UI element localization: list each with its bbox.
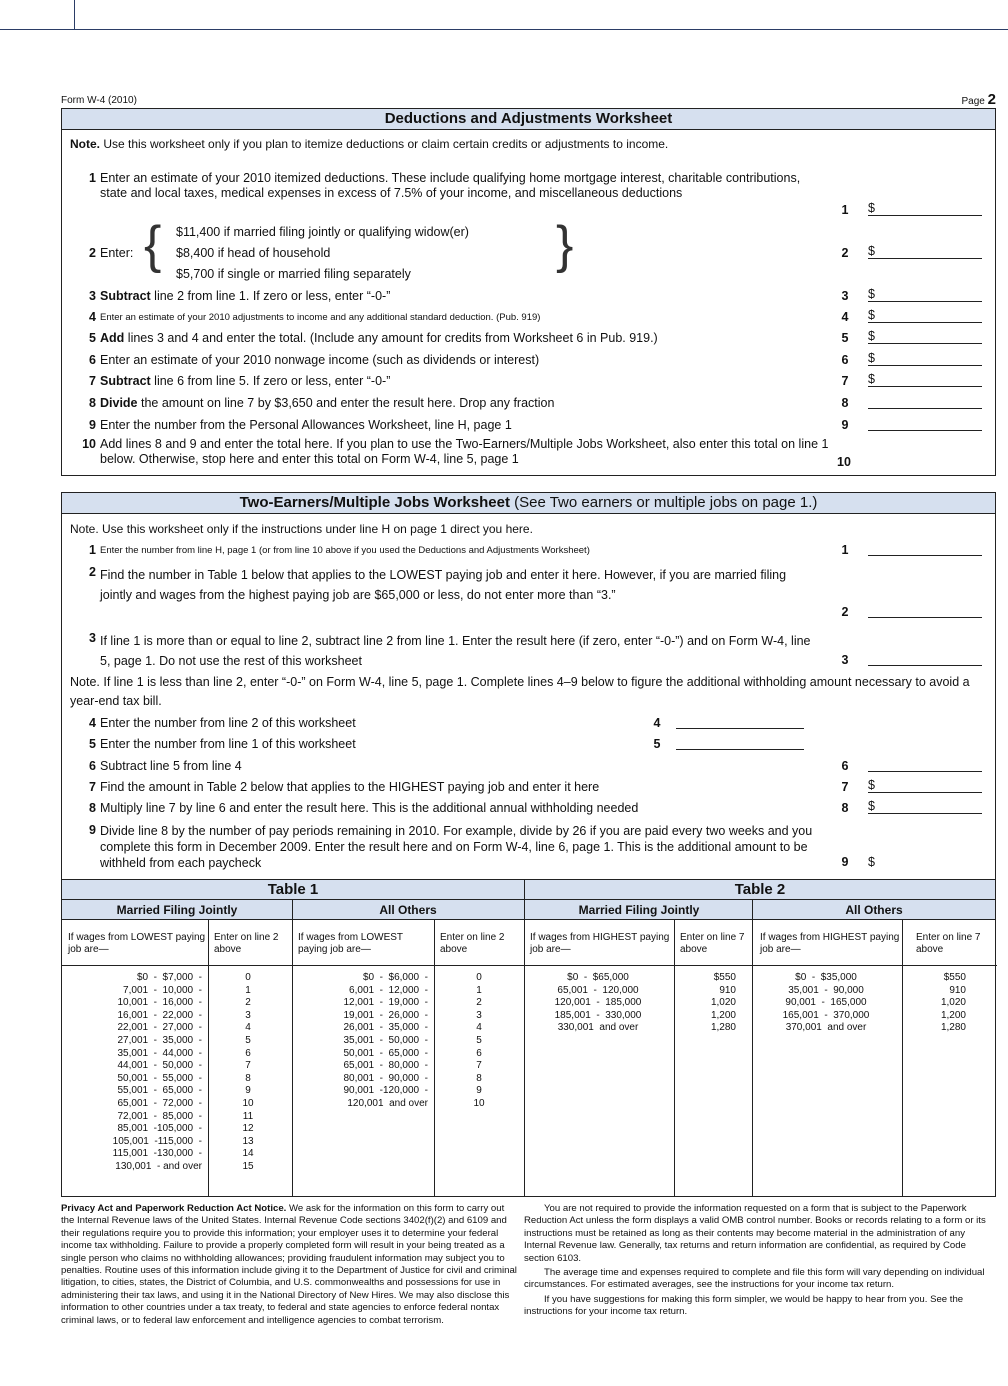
t1-mfj-enter-header: Enter on line 2 above: [214, 932, 279, 955]
privacy-notice-left: Privacy Act and Paperwork Reduction Act Notice. We ask for the information on this form to carry out the Internal Revenue laws of the United States. Internal Revenue Code sections 3402(f)(2) and 6109 and their regulations require you to provide this information; your employer uses it to determine your federal income tax withholding. Failure to provide a properly completed form will result in your being treated as a single person who claims no withholding allowances; providing fraudulent information may subject you to penalties. Routine uses of this information include giving it to the Department of Justice for civil and criminal litigation, to cities, states, the District of Columbia, and U.S. commonwealths and possessions for use in administering their tax laws, and using it in the National Directory of New Hires. We may also disclose this information to other countries under a tax treaty, to federal and state agencies to enforce federal nontax criminal laws, or to federal law enforcement and intelligence agencies to combat terrorism.: [61, 1203, 517, 1326]
enter-option-mfj: $11,400 if married filing jointly or qualifying widow(er): [176, 225, 469, 239]
t2-mfj-wage-header: If wages from HIGHEST paying job are—: [530, 932, 670, 955]
t2-mfj-enter-header: Enter on line 7 above: [680, 932, 745, 955]
t2-oth-wage-header: If wages from HIGHEST paying job are—: [760, 932, 900, 955]
t1-mfj-wages: $0 - $7,000 - 7,001 - 10,000 - 10,001 - 16,000 - 16,001 - 22,000 - 22,001 - 27,000 - 27,001 - 35,000 - 35,001 - 44,000 - 44,001 - 50,000 - 50,001 - 55,000 - 55,001 - 65,000 - 65,001 - 72,000 - 72,001 - 85,000 - 85,001 -105,000 - 105,001 -115,000 - 115,001 -130,000 - 130,001 - and over: [112, 972, 202, 1172]
withholding-tables: [61, 879, 996, 1197]
left-brace: {: [144, 216, 162, 274]
ws1-amount-5[interactable]: $: [868, 329, 982, 344]
table-1-title: Table 1: [62, 880, 524, 900]
ws1-amount-6[interactable]: $: [868, 351, 982, 366]
t2-oth-enter: $550 910 1,020 1,200 1,280: [940, 972, 966, 1034]
t2-mfj-enter: $550 910 1,020 1,200 1,280: [710, 972, 736, 1034]
table-divider: [524, 880, 525, 1196]
ws2-amount-8[interactable]: $: [868, 799, 982, 814]
t2-mfj-wages: $0 - $65,000 65,001 - 120,000 120,001 - 185,000 185,001 - 330,000 330,001 and over: [554, 972, 642, 1034]
enter-option-single: $5,700 if single or married filing separately: [176, 267, 411, 281]
privacy-para-2: The average time and expenses required to complete and file this form will vary depending on individual circumstances. For estimated averages, see the instructions for your income tax return.: [524, 1267, 985, 1291]
page-label: Page 2: [961, 91, 996, 108]
ws2-amount-4[interactable]: [676, 714, 804, 729]
table-1-others-title: All Others: [292, 900, 524, 920]
ws1-amount-8[interactable]: [868, 394, 982, 409]
t1-oth-wage-header: If wages from LOWEST paying job are—: [298, 932, 403, 955]
ws1-note: Note. Use this worksheet only if you plan to itemize deductions or claim certain credits or adjustments to income.: [70, 137, 669, 151]
privacy-para-1: You are not required to provide the information requested on a form that is subject to the Paperwork Reduction Act unless the form displays a valid OMB control number. Books or records relating to a form or its instructions must be retained as long as their contents may become material in the administration of any Internal Revenue law. Generally, tax returns and return information are confidential, as required by Code section 6103.: [524, 1203, 986, 1264]
two-earners-title: Two-Earners/Multiple Jobs Worksheet (See Two earners or multiple jobs on page 1.): [62, 493, 995, 514]
table-1-divider: [292, 900, 293, 1196]
t2-oth-enter-header: Enter on line 7 above: [916, 932, 981, 955]
right-brace: }: [556, 216, 574, 274]
table-2-mfj-title: Married Filing Jointly: [525, 900, 753, 920]
table-1-mfj-title: Married Filing Jointly: [62, 900, 292, 920]
page-number: 2: [987, 91, 996, 108]
form-header: [61, 90, 996, 108]
ws2-amount-6[interactable]: [868, 757, 982, 772]
t1-mfj-wage-header: If wages from LOWEST paying job are—: [68, 932, 206, 955]
form-label: Form W-4 (2010): [61, 95, 137, 106]
page-top-rule: [0, 0, 1008, 30]
deductions-worksheet-title: Deductions and Adjustments Worksheet: [62, 109, 995, 130]
table-2-divider: [752, 900, 753, 1196]
ws1-amount-7[interactable]: $: [868, 372, 982, 387]
ws1-amount-9[interactable]: [868, 416, 982, 431]
margin-notch: [74, 0, 75, 30]
ws1-amount-2[interactable]: $: [868, 244, 982, 259]
ws2-amount-3[interactable]: [868, 651, 982, 666]
privacy-para-3: If you have suggestions for making this form simpler, we would be happy to hear from you. See the instructions for your income tax return.: [524, 1293, 964, 1318]
t1-oth-wages: $0 - $6,000 - 6,001 - 12,000 - 12,001 - 19,000 - 19,001 - 26,000 - 26,001 - 35,000 - 35,001 - 50,000 - 50,001 - 65,000 - 65,001 - 80,000 - 80,001 - 90,000 - 90,001 -120,000 - 120,001 and over: [343, 972, 428, 1109]
t1-mfj-enter: 0 1 2 3 4 5 6 7 8 9 10 11 12 13 14 15: [242, 972, 254, 1172]
privacy-notice-right: [524, 1203, 994, 1319]
ws1-amount-3[interactable]: $: [868, 287, 982, 302]
table-2-others-title: All Others: [753, 900, 995, 920]
table-2-mfj-col-divider: [674, 920, 675, 1196]
ws1-amount-1[interactable]: $: [868, 201, 982, 216]
ws2-amount-1[interactable]: [868, 541, 982, 556]
ws2-amount-2[interactable]: [868, 603, 982, 618]
table-2-oth-col-divider: [902, 920, 903, 1196]
ws2-note: Note. Use this worksheet only if the instructions under line H on page 1 direct you here.: [70, 522, 533, 536]
enter-option-hoh: $8,400 if head of household: [176, 246, 331, 260]
t1-oth-enter-header: Enter on line 2 above: [440, 932, 505, 955]
t1-oth-enter: 0 1 2 3 4 5 6 7 8 9 10: [473, 972, 485, 1109]
table-header-rule: [62, 965, 997, 966]
ws2-amount-5[interactable]: [676, 735, 804, 750]
table-2-title: Table 2: [525, 880, 995, 900]
t2-oth-wages: $0 - $35,000 35,001 - 90,000 90,001 - 165,000 165,001 - 370,000 370,001 and over: [782, 972, 870, 1034]
ws1-amount-4[interactable]: $: [868, 308, 982, 323]
deductions-worksheet: Deductions and Adjustments Worksheet Note. Use this worksheet only if you plan to itemize deductions or claim certain credits or adjustments to income. 1 Enter an estimate of your 2010 itemized deductions. These include qualifying home mortgage interest, charitable contributions, state and local taxes, medical expenses in excess of 7.5% of your income, and miscellaneous deductions 1 $ 2 Enter: { $11,400 if married filing jointly or qualifying widow(er) $8,400 if head of household $5,700 if single or married filing separately } 2 $ 3 Subtract line 2 from line 1. If zero or less, enter “-0-” 3 $ 4 Enter an estimate of your 2010 adjustments to income and any additional standard deduction. (Pub. 919) 4 $ 5 Add lines 3 and 4 and enter the total. (Include any amount for credits from Worksheet 6 in Pub. 919.) 5 $ 6 Enter an estimate of your 2010 nonwage income (such as dividends or interest) 6 $ 7 Subtract line 6 from line 5. If zero or less, enter “-0-” 7 $ 8 Divide the amount on line 7 by $3,650 and enter the result here. Drop any fraction 8 9 Enter the number from the Personal Allowances Worksheet, line H, page 1 9 10 Add lines 8 and 9 and enter the total here. If you plan to use the Two-Earners/Multiple Jobs Worksheet, also enter this total on line 1 below. Otherwise, stop here and enter this total on Form W-4, line 5, page 1 10: [61, 108, 996, 476]
ws2-amount-7[interactable]: $: [868, 778, 982, 793]
two-earners-worksheet: Two-Earners/Multiple Jobs Worksheet (See Two earners or multiple jobs on page 1.) Note. Use this worksheet only if the instructions under line H on page 1 direct you here. 1 Enter the number from line H, page 1 (or from line 10 above if you used the Deductions and Adjustments Worksheet) 1 2 Find the number in Table 1 below that applies to the LOWEST paying job and enter it here. However, if you are married filing jointly and wages from the highest paying job are $65,000 or less, do not enter more than “3.” 2 3 If line 1 is more than or equal to line 2, subtract line 2 from line 1. Enter the result here (if zero, enter “-0-”) and on Form W-4, line 5, page 1. Do not use the rest of this worksheet 3 Note. If line 1 is less than line 2, enter “-0-” on Form W-4, line 5, page 1. Complete lines 4–9 below to figure the additional withholding amount necessary to avoid a year-end tax bill. 4 Enter the number from line 2 of this worksheet 4 5 Enter the number from line 1 of this worksheet 5 6 Subtract line 5 from line 4 6 7 Find the amount in Table 2 below that applies to the HIGHEST paying job and enter it here 7 $ 8 Multiply line 7 by line 6 and enter the result here. This is the additional annual withholding needed 8 $ 9 Divide line 8 by the number of pay periods remaining in 2010. For example, divide by 26 if you are paid every two weeks and you complete this form in December 2009. Enter the result here and on Form W-4, line 6, page 1. This is the additional amount to be withheld from each paycheck 9 $: [61, 492, 996, 879]
